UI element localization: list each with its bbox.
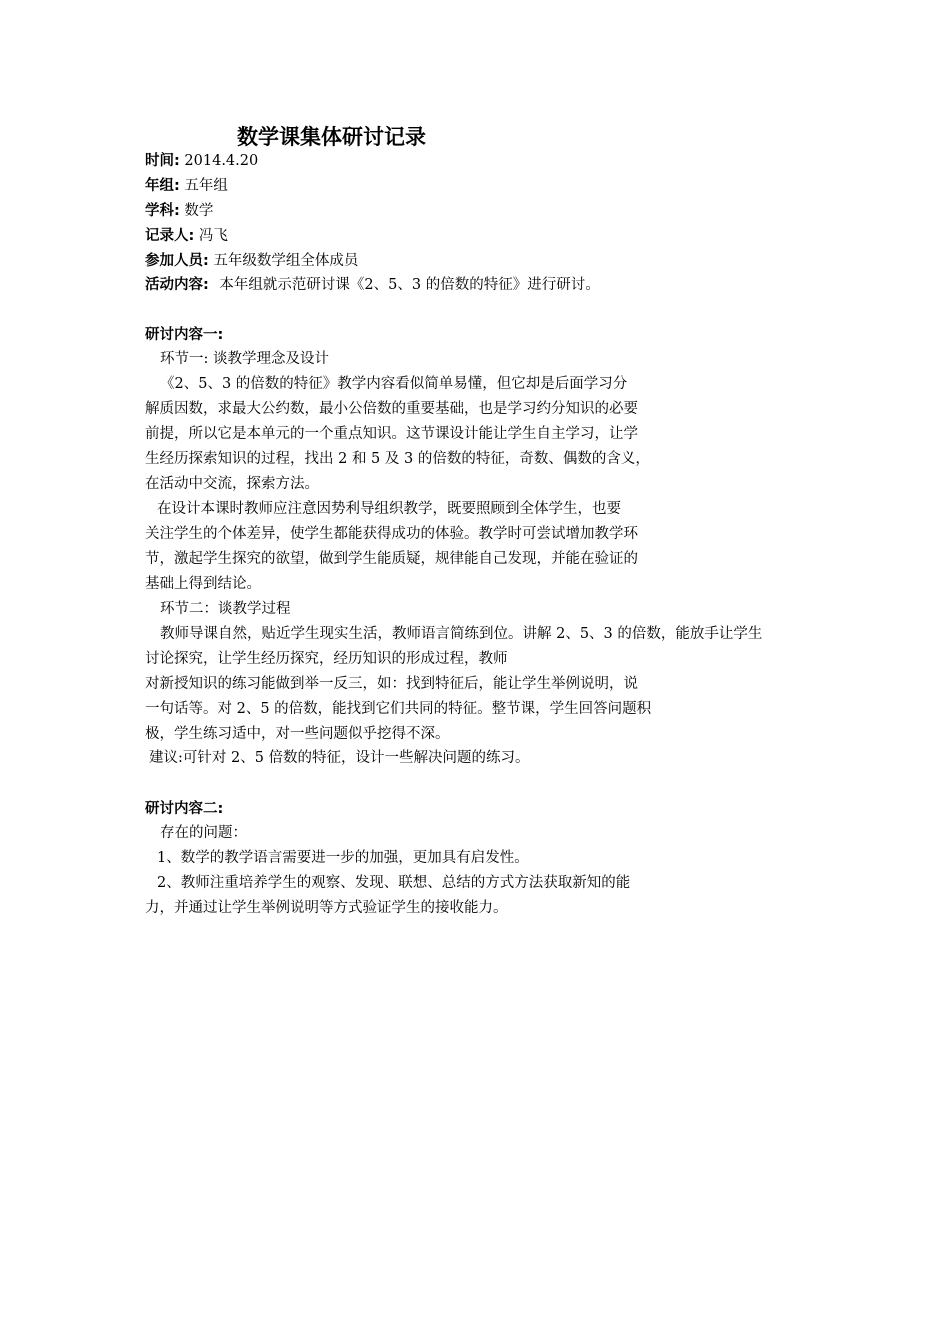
- section1-line: 在活动中交流，探索方法。: [145, 476, 319, 492]
- section1-line: 对新授知识的练习能做到举一反三，如：找到特征后，能让学生举例说明，说: [145, 676, 638, 692]
- section1-line: 关注学生的个体差异，使学生都能获得成功的体验。教学时可尝试增加教学环: [145, 526, 638, 542]
- section1-line: 生经历探索知识的过程，找出 2 和 5 及 3 的倍数的特征，奇数、偶数的含义，: [145, 451, 650, 467]
- section1-line: 环节一: 谈教学理念及设计: [160, 351, 329, 367]
- section1-line: 基础上得到结论。: [145, 576, 261, 592]
- section2-line: 存在的问题：: [160, 825, 247, 841]
- section1-line: 在设计本课时教师应注意因势利导组织教学，既要照顾到全体学生，也要: [157, 501, 621, 517]
- section1-line: 前提，所以它是本单元的一个重点知识。这节课设计能让学生自主学习，让学: [145, 426, 638, 442]
- participants-label: 参加人员:: [145, 253, 209, 269]
- section1-line: 教师导课自然，贴近学生现实生活，教师语言简练到位。讲解 2、5、3 的倍数，能放手让学生: [160, 626, 763, 642]
- recorder-label: 记录人:: [145, 228, 195, 244]
- activity-value: 本年组就示范研讨课《2、5、3 的倍数的特征》进行研讨。: [219, 277, 600, 293]
- section2-heading: 研讨内容二:: [145, 801, 224, 817]
- time-label: 时间:: [145, 153, 180, 169]
- grade-label: 年组:: [145, 178, 180, 194]
- meta-subject: [145, 199, 213, 223]
- section1-line: 讨论探究，让学生经历探究，经历知识的形成过程，教师: [145, 651, 508, 667]
- meta-participants: [145, 249, 358, 273]
- section2-line: 力，并通过让学生举例说明等方式验证学生的接收能力。: [145, 900, 508, 916]
- section2-line: 1、数学的教学语言需要进一步的加强，更加具有启发性。: [157, 850, 529, 866]
- section1-line: 解质因数，求最大公约数，最小公倍数的重要基础，也是学习约分知识的必要: [145, 401, 638, 417]
- document-title: 数学课集体研讨记录: [237, 125, 426, 149]
- meta-grade: [145, 174, 228, 198]
- meta-recorder: [145, 224, 228, 248]
- section1-suggestion: 建议:可针对 2、5 倍数的特征，设计一些解决问题的练习。: [149, 750, 530, 766]
- activity-label: 活动内容:: [145, 277, 209, 293]
- subject-label: 学科:: [145, 203, 180, 219]
- section2-line: 2、教师注重培养学生的观察、发现、联想、总结的方式方法获取新知的能: [157, 875, 631, 891]
- meta-activity: [145, 273, 600, 297]
- grade-value: 五年组: [184, 178, 228, 194]
- time-value: 2014.4.20: [184, 153, 259, 169]
- section1-heading: 研讨内容一:: [145, 327, 224, 343]
- recorder-value: 冯飞: [198, 228, 228, 244]
- participants-value: 五年级数学组全体成员: [213, 253, 359, 269]
- meta-time: [145, 149, 258, 173]
- section1-line: 环节二：谈教学过程: [160, 601, 291, 617]
- section1-line: 节，激起学生探究的欲望，做到学生能质疑，规律能自己发现，并能在验证的: [145, 551, 638, 567]
- section1-line: 一句话等。对 2、5 的倍数，能找到它们共同的特征。整节课，学生回答问题积: [145, 701, 652, 717]
- section1-line: 《2、5、3 的倍数的特征》教学内容看似简单易懂，但它却是后面学习分: [160, 376, 628, 392]
- subject-value: 数学: [184, 203, 214, 219]
- section1-line: 极，学生练习适中，对一些问题似乎挖得不深。: [145, 726, 450, 742]
